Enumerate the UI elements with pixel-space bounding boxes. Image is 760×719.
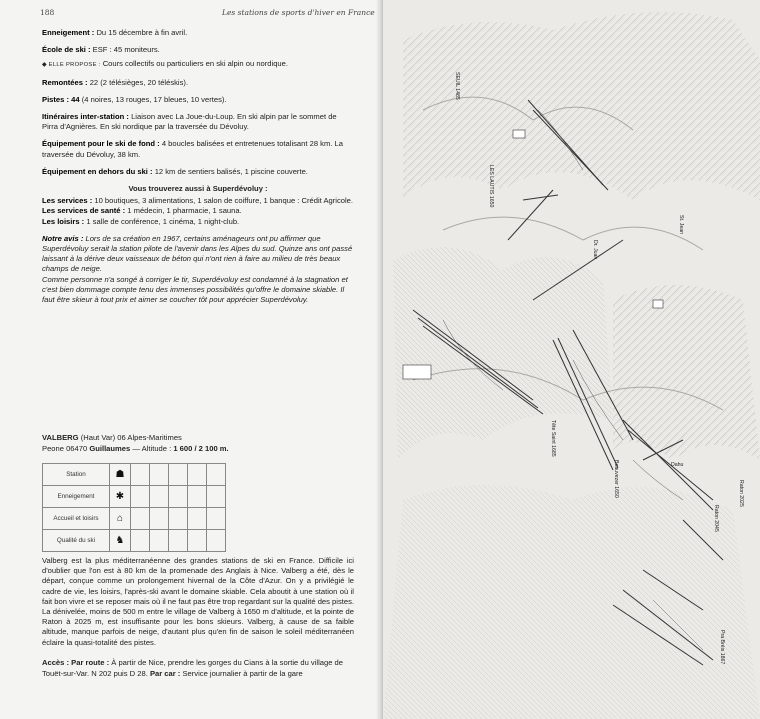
- valberg-heading: VALBERG (Haut Var) 06 Alpes-Maritimes Peone 06470 Guillaumes — Altitude : 1 600 / 2 100 m.: [42, 433, 229, 453]
- propose-line: ◆ ELLE PROPOSE : Cours collectifs ou particuliers en ski alpin ou nordique.: [42, 59, 288, 69]
- valberg-acces: Accès : Par route : À partir de Nice, prendre les gorges du Cians à la sortie du village de Touët-sur-Var. N 202 puis D 28. Par car : Service journalier à partir de la gare: [42, 658, 344, 678]
- map-label: St. Jean: [678, 215, 684, 235]
- rating-row: Accueil et loisirs ⌂: [43, 508, 226, 530]
- sante-line: Les services de santé : 1 médecin, 1 pharmacie, 1 sauna.: [42, 206, 242, 216]
- right-page-ski-map: [383, 0, 760, 719]
- pistes-line: Pistes : 44 (4 noires, 13 rouges, 17 bleues, 10 vertes).: [42, 94, 227, 104]
- map-label: LES LAUTIS 1650: [488, 165, 494, 208]
- avis-para-1: Notre avis : Lors de sa création en 1967, certains aménageurs ont pu affirmer que Superdévoluy serait la station pilote de l'avenir dans les Alpes du sud. Quinze ans ont passé laissant à la dérive deux vaisseaux de béton qui n'ont rien à faire au milieu de très beaux champs de neige.: [42, 233, 353, 274]
- map-label: Raton 2045: [713, 505, 719, 532]
- avis-para-2: Comme personne n'a songé à corriger le tir, Superdévoluy est condamné à la stagnation et c'est bien dommage compte tenu des immenses possibilités qu'offre le domaine skiable. Il faut être skieur à tout prix et aimer se coucher tôt pour apprécier Superdévoluy.: [42, 274, 348, 305]
- map-label: Dr. Juan: [592, 240, 598, 260]
- page-number: 188: [40, 8, 55, 17]
- rating-grid: [42, 463, 226, 552]
- skier-icon: ☗: [110, 464, 131, 486]
- remontees-line: Remontées : 22 (2 télésièges, 20 téléskis).: [42, 77, 189, 87]
- fond-line: Équipement pour le ski de fond : 4 boucles balisées et entretenues totalisant 28 km. La traversée du Dévoluy, 38 km.: [42, 139, 343, 159]
- aussi-title: Vous trouverez aussi à Superdévoluy :: [128, 184, 268, 194]
- house-icon: ⌂: [110, 508, 131, 530]
- superdevoluy-section: [42, 28, 354, 312]
- loisirs-line: Les loisirs : 1 salle de conférence, 1 cinéma, 1 night-club.: [42, 216, 240, 226]
- map-label: Beauvezer 1650: [613, 460, 619, 498]
- rating-row: Qualité du ski ♞: [43, 530, 226, 552]
- map-label: Raton 2025: [738, 480, 744, 507]
- itineraires-line: Itinéraires inter-station : Liaison avec La Joue-du-Loup. En ski alpin par le sommet de Pirra d'Agnières. En ski nordique par la traversée du Dévoluy.: [42, 112, 337, 132]
- snowflake-icon: ✱: [110, 486, 131, 508]
- rating-row: Enneigement ✱: [43, 486, 226, 508]
- ski-area-map: [383, 0, 760, 719]
- rating-row: Station ☗: [43, 464, 226, 486]
- map-label: SEUIL 1485: [454, 72, 460, 100]
- chamois-icon: ♞: [110, 530, 131, 552]
- map-label: Tête Saint 1685: [550, 420, 556, 457]
- valberg-body: Valberg est la plus méditerranéenne des grandes stations de ski en France. Difficile ici d'oublier que l'on est à 80 km de la promenade des Anglais à Nice. Valberg a été, dès le départ, conçue comme un prolongement hivernal de la Côte d'Azur. On y a privilégié le cadre de vie, les loisirs, l'après-ski avant le domaine skiable. Cela aboutit à une station où il fait bon vivre et se reposer mais où il ne faut pas être trop regardant sur la qualité des pistes. La dénivelée, moins de 500 m entre le village de Valberg à 1650 m d'altitude, et la pointe de Raton à 2025 m, est insuffisante pour les bons skieurs. Valberg, à cause de sa faible altitude, manque parfois de neige, d'autant plus qu'en fin de saison le soleil méditerranéen éclaire la quasi-totalité des pistes.: [42, 556, 354, 647]
- ecole-line: École de ski : ESF : 45 moniteurs.: [42, 45, 160, 55]
- services-line: Les services : 10 boutiques, 3 alimentations, 1 salon de coiffure, 1 banque : Crédit Agricole.: [42, 196, 354, 206]
- map-label: Pra Bréis 1867: [719, 630, 725, 665]
- enneigement-line: Enneigement : Du 15 décembre à fin avril.: [42, 28, 188, 37]
- valberg-name: VALBERG: [42, 433, 79, 442]
- map-label: Dahu: [671, 462, 684, 468]
- running-title: Les stations de sports d'hiver en France: [222, 8, 375, 17]
- hors-ski-line: Équipement en dehors du ski : 12 km de sentiers balisés, 1 piscine couverte.: [42, 166, 308, 176]
